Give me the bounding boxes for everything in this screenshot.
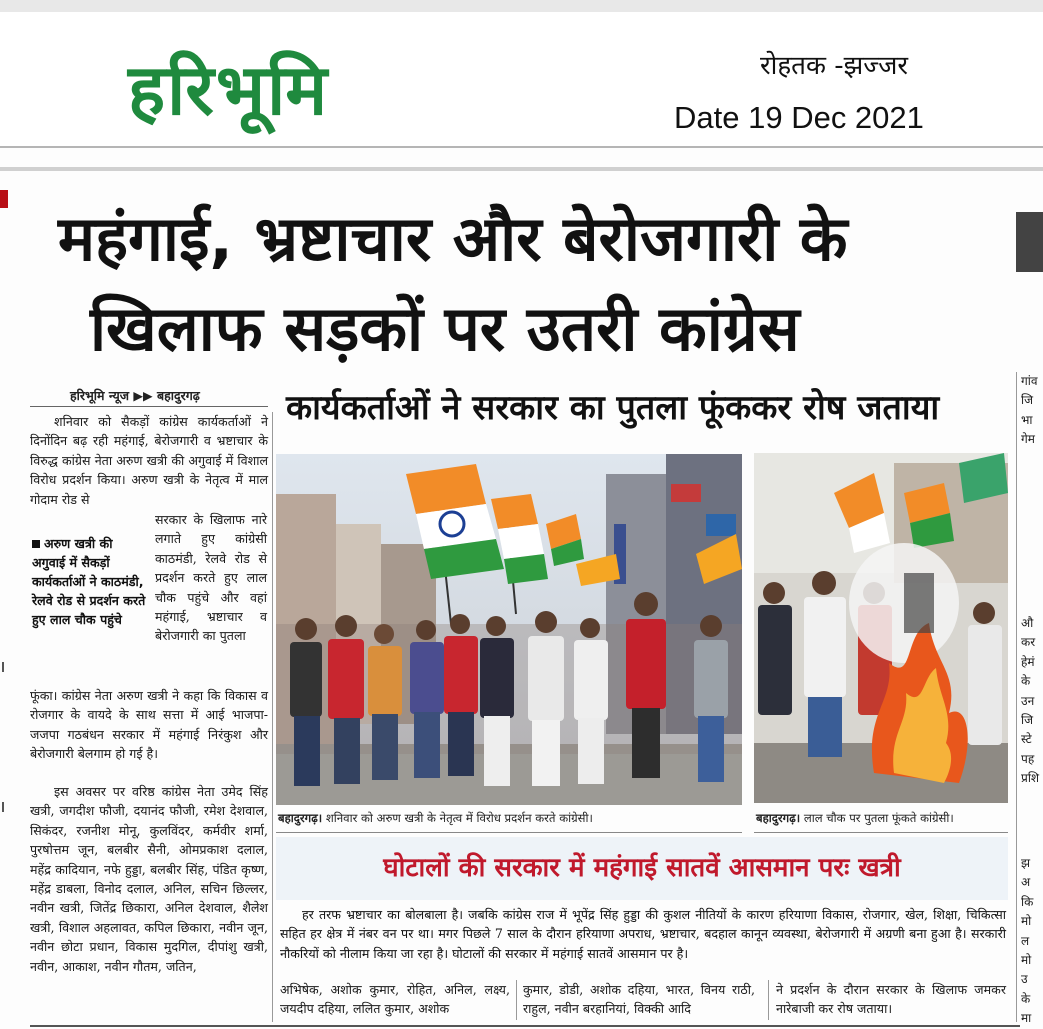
byline-divider	[30, 406, 268, 407]
photo-effigy-burning	[754, 453, 1008, 803]
names-column-1: अभिषेक, अशोक कुमार, रोहित, अनिल, लक्ष्य, जयदीप दहिया, ललित कुमार, अशोक	[280, 982, 510, 1017]
deck-headline: कार्यकर्ताओं ने सरकार का पुतला फूंककर रोष जताया	[286, 388, 940, 428]
callout-text: अरुण खत्री की अगुवाई में सैकड़ों कार्यकर्ताओं ने काठमंडी, रेलवे रोड से प्रदर्शन करते हुए लाल चौक पहुंचे	[32, 536, 146, 627]
newspaper-logo: हरिभूमि	[128, 49, 330, 131]
clipped-line: जि	[1021, 393, 1034, 408]
clipped-column-bottom	[1021, 854, 1043, 1029]
caption-2-place: बहादुरगढ़।	[756, 811, 801, 825]
clipped-line: उ	[1021, 972, 1028, 987]
clipped-line: के	[1021, 674, 1031, 689]
column-separator-right	[1016, 372, 1017, 1022]
story-paragraph-1: शनिवार को सैकड़ों कांग्रेस कार्यकर्ताओं ने दिनोंदिन बढ़ रही महंगाई, बेरोजगारी व भ्रष्टाचार के विरुद्ध कांग्रेस नेता अरुण खत्री की अगुवाई में विशाल विरोध प्रदर्शन किया। अरुण खत्री के नेतृत्व में माल गोदाम रोड से	[30, 414, 268, 507]
masthead-divider	[0, 146, 1043, 148]
clipped-left-mark	[2, 802, 4, 812]
clipped-line: के	[1021, 991, 1031, 1006]
clipped-column-top	[1021, 372, 1043, 450]
story-paragraph-2: इस अवसर पर वरिष्ठ कांग्रेस नेता उमेद सिंह खत्री, जगदीश फौजी, दयानंद फौजी, रमेश देशवाल, सिकंदर, रजनीश मोनू, कुलविंदर, कर्मवीर शर्मा, पुरषोत्तम जून, बलबीर सैनी, ओमप्रकाश दलाल, महेंद्र कादियान, नफे हुड्डा, बलबीर सिंह, पंडित कृष्ण, महेंद्र डाबला, विनोद दलाल, अनिल, सचिन छिल्लर, नवीन खत्री, जितेंद्र छिकारा, अनिल देशवाल, शैलेश खत्री, विशाल अहलावत, कपिल छिकारा, नवीन जून, नवीन छोटा प्रधान, विकास मुदगिल, दीपांशु खत्री, नवीन, आकाश, नवीन गौतम, जतिन,	[30, 784, 268, 974]
story-paragraph-1-side: सरकार के खिलाफ नारे लगाते हुए कांग्रेसी काठमंडी, रेलवे रोड से प्रदर्शन करते हुए लाल चौक पहुंचे और वहां महंगाई, भ्रष्टाचार व बेरोजगारी का पुतला	[155, 512, 267, 644]
caption-1-text: शनिवार को अरुण खत्री के नेतृत्व में विरोध प्रदर्शन करते कांग्रेसी।	[325, 811, 593, 825]
clipped-edge-glyph	[1016, 212, 1043, 272]
clipped-line: कर	[1021, 635, 1036, 650]
effigy-photo-illustration	[754, 453, 1008, 803]
substory-headline: घोटालों की सरकार में महंगाई सातवें आसमान परः खत्री	[383, 853, 901, 883]
column-separator-left	[272, 412, 273, 1022]
clipped-line: प्रशि	[1021, 771, 1040, 786]
story-callout	[32, 534, 150, 629]
caption-divider-1	[276, 832, 742, 833]
clipped-line: उन	[1021, 693, 1035, 708]
clipped-left-mark	[2, 662, 4, 672]
bottom-rule	[30, 1025, 1020, 1027]
edition-label: रोहतक -झज्जर	[760, 51, 909, 81]
caption-divider-2	[754, 832, 1008, 833]
clipped-line: ल	[1021, 933, 1030, 948]
clipped-line: मो	[1021, 953, 1032, 968]
left-edge-mark	[0, 190, 8, 208]
clipped-line: हेमं	[1021, 654, 1035, 669]
clipped-line: भा	[1021, 412, 1033, 427]
masthead-divider-thick	[0, 167, 1043, 171]
issue-date: Date 19 Dec 2021	[674, 100, 924, 135]
column-separator-names-1	[516, 980, 517, 1020]
main-headline	[58, 194, 1018, 374]
headline-line-1: महंगाई, भ्रष्टाचार और बेरोजगारी के	[58, 202, 848, 275]
caption-1-place: बहादुरगढ़।	[278, 811, 323, 825]
photo-rally	[276, 454, 742, 805]
newspaper-clipping	[0, 12, 1043, 1029]
clipped-line: कि	[1021, 894, 1034, 909]
clipped-line: मा	[1021, 1011, 1032, 1026]
clipped-column-middle	[1021, 614, 1043, 789]
clipped-line: गांव	[1021, 374, 1038, 388]
clipped-line: औ	[1021, 616, 1034, 630]
clipped-line: गेम	[1021, 432, 1035, 447]
photo-caption-1	[278, 811, 593, 826]
photo-caption-2	[756, 811, 954, 826]
rally-photo-illustration	[276, 454, 742, 805]
clipped-line: मो	[1021, 914, 1032, 929]
masthead	[0, 12, 1043, 147]
bullet-icon	[32, 540, 40, 548]
names-column-3: ने प्रदर्शन के दौरान सरकार के खिलाफ जमकर नारेबाजी कर रोष जताया।	[776, 982, 1006, 1017]
clipped-line: स्टे	[1021, 732, 1032, 747]
byline: हरिभूमि न्यूज ▶▶ बहादुरगढ़	[70, 388, 200, 403]
clipped-line: झ	[1021, 856, 1031, 870]
clipped-line: जि	[1021, 713, 1034, 728]
column-separator-names-2	[768, 980, 769, 1020]
clipped-line: पह	[1021, 751, 1035, 766]
caption-2-text: लाल चौक पर पुतला फूंकते कांग्रेसी।	[803, 811, 954, 825]
headline-line-2: खिलाफ सड़कों पर उतरी कांग्रेस	[90, 292, 800, 365]
names-column-2: कुमार, डोडी, अशोक दहिया, भारत, विनय राठी, राहुल, नवीन बरहानियां, विक्की आदि	[523, 982, 755, 1017]
story-paragraph-1-end: फूंका। कांग्रेस नेता अरुण खत्री ने कहा कि विकास व रोजगार के वायदे के साथ सत्ता में आई भाजपा-जजपा गठबंधन सरकार में महंगाई निरंकुश और बेरोजगारी बेलगाम हो गई है।	[30, 688, 268, 762]
substory-paragraph: हर तरफ भ्रष्टाचार का बोलबाला है। जबकि कांग्रेस राज में भूपेंद्र सिंह हुड्डा की कुशल नीतियों के कारण हरियाणा विकास, रोजगार, खेल, शिक्षा, चिकित्सा सहित हर क्षेत्र में नंबर वन पर था। मगर पिछले 7 साल के दौरान हरियाणा अपराध, भ्रष्टाचार, बदहाल कानून व्यवस्था, बेरोजगारी में अग्रणी बना हुआ है। सरकारी नौकरियों को नीलाम किया जा रहा है। घोटालों की सरकार में महंगाई सातवें आसमान पर है।	[280, 907, 1006, 961]
clipped-line: अ	[1021, 875, 1031, 890]
